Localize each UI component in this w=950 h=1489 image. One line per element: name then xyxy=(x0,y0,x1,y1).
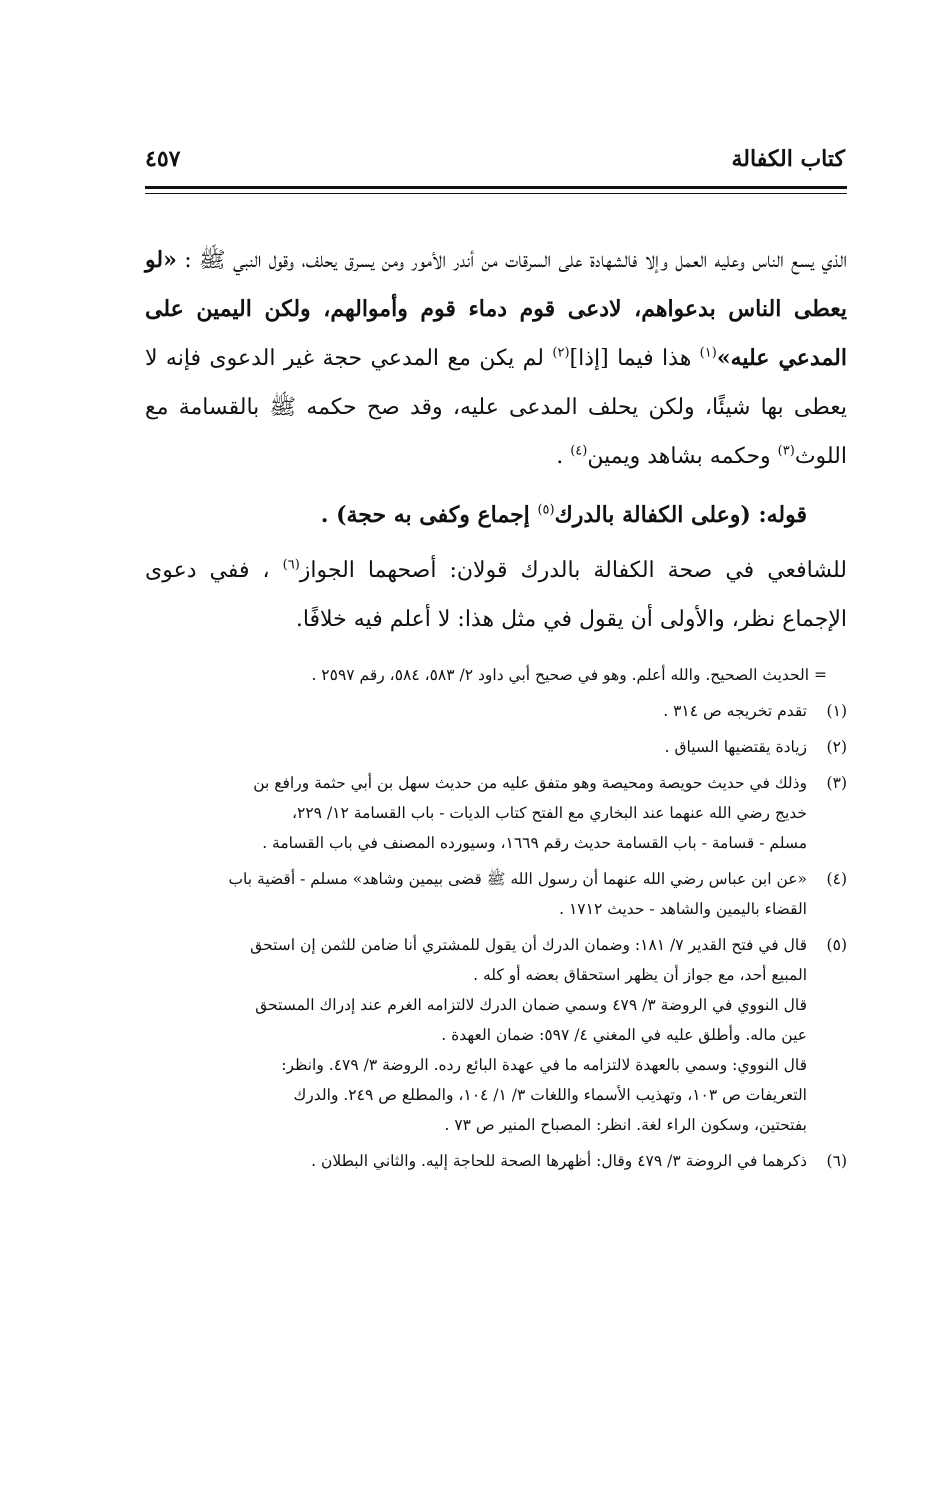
matn-heading: قوله: (وعلى الكفالة بالدرك$^{(٥)}$ إجماع وكفى به حجة) . xyxy=(320,502,807,528)
footnote-ref: (٤) xyxy=(570,443,588,459)
footnote-number: (٤) xyxy=(826,870,847,888)
footnote-ref: (٦) xyxy=(282,557,300,573)
footnote-ref: (٥) xyxy=(537,502,555,518)
main-text xyxy=(145,236,847,644)
running-header xyxy=(145,140,845,180)
footnote-number: (٦) xyxy=(826,1152,847,1170)
footnote-4: (٤) «عن ابن عباس رضي الله عنهما أن رسول الله ﷺ قضى بيمين وشاهد» مسلم - أقضية باب القضاء باليمين والشاهد - حديث ١٧١٢ . xyxy=(145,864,847,924)
chapter-title: كتاب الكفالة xyxy=(731,146,845,172)
paragraph-2: للشافعي في صحة الكفالة بالدرك قولان: أصحهما الجواز$^{(٦)}$ ، ففي دعوى الإجماع نظر، والأولى أن يقول في مثل هذا: لا أعلم فيه خلافًا. xyxy=(145,557,847,632)
footnote-number: (٥) xyxy=(826,936,847,954)
header-rule-thick xyxy=(145,186,847,189)
footnote-6: (٦) ذكرهما في الروضة ٣/ ٤٧٩ وقال: أظهرها الصحة للحاجة إليه. والثاني البطلان . xyxy=(145,1146,847,1176)
footnote-number: (٢) xyxy=(826,738,847,756)
footnotes xyxy=(145,660,847,1182)
footnote-ref: (١) xyxy=(699,345,717,361)
footnote-number: (١) xyxy=(826,702,847,720)
footnote-1: (١) تقدم تخريجه ص ٣١٤ . xyxy=(145,696,847,726)
footnote-5: (٥) قال في فتح القدير ٧/ ١٨١: وضمان الدرك أن يقول للمشتري أنا ضامن للثمن إن استحق المبيع أحد، مع جواز أن يظهر استحقاق بعضه أو كله . قال النووي في الروضة ٣/ ٤٧٩ وسمي ضمان الدرك لالتزامه الغرم عند إدراك المستحق عين ماله. وأطلق عليه في المغني ٤/ ٥٩٧: ضمان العهدة . قال النووي: وسمي بالعهدة لالتزامه ما في عهدة البائع رده. الروضة ٣/ ٤٧٩. وانظر: التعريفات ص ١٠٣، وتهذيب الأسماء واللغات ٣/ ١/ ١٠٤، والمطلع ص ٢٤٩. والدرك بفتحتين، وسكون الراء لغة. انظر: المصباح المنير ص ٧٣ . xyxy=(145,930,847,1140)
footnote-3: (٣) وذلك في حديث حويصة ومحيصة وهو متفق عليه من حديث سهل بن أبي حثمة ورافع بن خديج رضي الله عنهما عند البخاري مع الفتح كتاب الديات - باب القسامة ١٢/ ٢٢٩، مسلم - قسامة - باب القسامة حديث رقم ١٦٦٩، وسيورده المصنف في باب القسامة . xyxy=(145,768,847,858)
header-rule-thin xyxy=(145,193,847,194)
footnote-continuation: = الحديث الصحيح. والله أعلم. وهو في صحيح أبي داود ٢/ ٥٨٣، ٥٨٤، رقم ٢٥٩٧ . xyxy=(311,666,827,684)
footnote-number: (٣) xyxy=(826,774,847,792)
footnote-ref: (٢) xyxy=(552,345,570,361)
hadith-quote: «لو يعطى الناس بدعواهم، لادعى قوم دماء قوم وأموالهم، ولكن اليمين على المدعي عليه» xyxy=(145,247,847,371)
footnote-2: (٢) زيادة يقتضيها السياق . xyxy=(145,732,847,762)
page-number: ٤٥٧ xyxy=(145,146,181,172)
paragraph-1: الذي يسع الناس وعليه العمل وإلا فالشهادة على السرقات من أندر الأمور ومن يسرق يحلف، وقول النبي ﷺ : «لو يعطى الناس بدعواهم، لادعى قوم دماء قوم وأموالهم، ولكن اليمين على المدعي عليه»$^{(١)}$ هذا فيما [إذا]$^{(٢)}$ لم يكن مع المدعي حجة غير الدعوى فإنه لا يعطى بها شيئًا، ولكن يحلف المدعى عليه، وقد صح حكمه ﷺ بالقسامة مع اللوث$^{(٣)}$ وحكمه بشاهد ويمين$^{(٤)}$ . xyxy=(145,247,847,469)
footnote-ref: (٣) xyxy=(777,443,795,459)
